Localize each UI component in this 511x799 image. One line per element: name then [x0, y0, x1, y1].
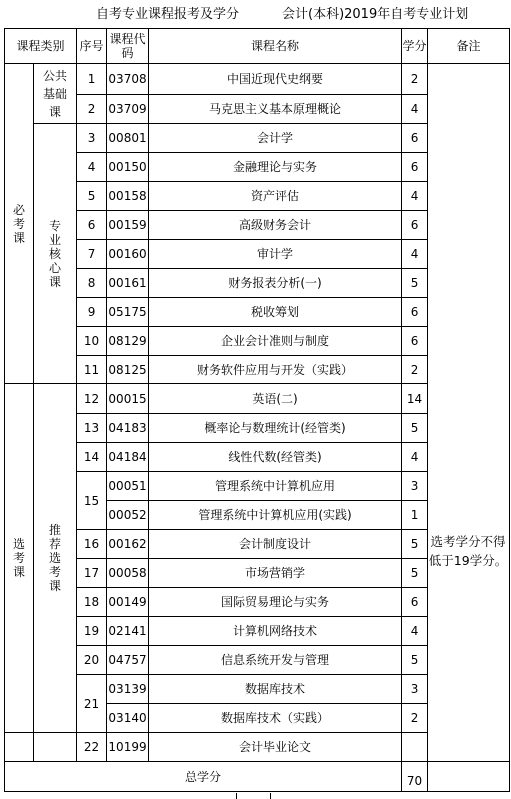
scan-mark	[270, 793, 271, 799]
credit-cell: 4	[402, 617, 428, 646]
empty-category-cell	[5, 733, 34, 762]
credit-cell: 5	[402, 269, 428, 298]
seq-cell: 1	[77, 64, 107, 95]
seq-cell: 6	[77, 211, 107, 240]
seq-cell: 8	[77, 269, 107, 298]
credit-cell: 4	[402, 443, 428, 472]
group-public-basic: 公共基础课	[34, 64, 77, 124]
code-cell: 03708	[107, 64, 149, 95]
document-title	[0, 4, 511, 26]
code-cell: 00149	[107, 588, 149, 617]
name-cell: 线性代数(经管类)	[149, 443, 402, 472]
code-cell: 08125	[107, 356, 149, 384]
seq-cell: 2	[77, 95, 107, 124]
credit-cell: 6	[402, 298, 428, 327]
group-recommended: 推荐选考课	[34, 384, 77, 733]
seq-cell: 9	[77, 298, 107, 327]
code-cell: 00052	[107, 501, 149, 530]
name-cell: 会计学	[149, 124, 402, 153]
header-code: 课程代码	[107, 29, 149, 64]
name-cell: 信息系统开发与管理	[149, 646, 402, 675]
name-cell: 会计毕业论文	[149, 733, 402, 762]
name-cell: 数据库技术（实践）	[149, 704, 402, 733]
name-cell: 财务报表分析(一)	[149, 269, 402, 298]
credit-cell: 6	[402, 588, 428, 617]
name-cell: 市场营销学	[149, 559, 402, 588]
elective-note: 选考学分不得低于19学分。	[428, 534, 508, 568]
group-required: 必考课	[5, 64, 34, 384]
total-label: 总学分	[5, 762, 402, 792]
name-cell: 计算机网络技术	[149, 617, 402, 646]
name-cell: 税收筹划	[149, 298, 402, 327]
seq-cell: 22	[77, 733, 107, 762]
name-cell: 高级财务会计	[149, 211, 402, 240]
name-cell: 企业会计准则与制度	[149, 327, 402, 356]
seq-cell: 15	[77, 472, 107, 530]
credit-cell: 2	[402, 64, 428, 95]
credit-cell: 6	[402, 327, 428, 356]
code-cell: 00159	[107, 211, 149, 240]
seq-cell: 3	[77, 124, 107, 153]
seq-cell: 4	[77, 153, 107, 182]
credit-cell: 3	[402, 675, 428, 704]
seq-cell: 16	[77, 530, 107, 559]
name-cell: 英语(二)	[149, 384, 402, 414]
seq-cell: 7	[77, 240, 107, 269]
group-core: 专业核心课	[34, 124, 77, 384]
header-note: 备注	[428, 29, 510, 64]
name-cell: 中国近现代史纲要	[149, 64, 402, 95]
seq-cell: 19	[77, 617, 107, 646]
name-cell: 数据库技术	[149, 675, 402, 704]
seq-cell: 17	[77, 559, 107, 588]
credit-cell: 4	[402, 240, 428, 269]
code-cell: 00051	[107, 472, 149, 501]
total-note-cell	[428, 762, 510, 792]
code-cell: 04183	[107, 414, 149, 443]
seq-cell: 11	[77, 356, 107, 384]
credit-cell: 5	[402, 559, 428, 588]
credit-cell: 5	[402, 646, 428, 675]
name-cell: 会计制度设计	[149, 530, 402, 559]
credit-cell: 4	[402, 182, 428, 211]
credit-cell: 6	[402, 124, 428, 153]
seq-cell: 12	[77, 384, 107, 414]
code-cell: 00058	[107, 559, 149, 588]
seq-cell: 14	[77, 443, 107, 472]
name-cell: 金融理论与实务	[149, 153, 402, 182]
code-cell: 00162	[107, 530, 149, 559]
name-cell: 管理系统中计算机应用	[149, 472, 402, 501]
credit-cell: 4	[402, 95, 428, 124]
code-cell: 04757	[107, 646, 149, 675]
name-cell: 概率论与数理统计(经管类)	[149, 414, 402, 443]
code-cell: 00801	[107, 124, 149, 153]
credit-cell: 2	[402, 704, 428, 733]
header-credit: 学分	[402, 29, 428, 64]
course-plan-table	[4, 28, 510, 792]
name-cell: 马克思主义基本原理概论	[149, 95, 402, 124]
code-cell: 02141	[107, 617, 149, 646]
header-name: 课程名称	[149, 29, 402, 64]
title-right: 会计(本科)2019年自考专业计划	[282, 7, 469, 22]
credit-cell: 14	[402, 384, 428, 414]
code-cell: 08129	[107, 327, 149, 356]
empty-category-cell	[34, 733, 77, 762]
credit-cell: 6	[402, 153, 428, 182]
seq-cell: 21	[77, 675, 107, 733]
table-header-row	[5, 29, 510, 64]
code-cell: 10199	[107, 733, 149, 762]
group-elective: 选考课	[5, 384, 34, 733]
code-cell: 00161	[107, 269, 149, 298]
name-cell: 管理系统中计算机应用(实践)	[149, 501, 402, 530]
seq-cell: 20	[77, 646, 107, 675]
total-row	[5, 762, 510, 792]
code-cell: 00158	[107, 182, 149, 211]
code-cell: 00160	[107, 240, 149, 269]
code-cell: 03140	[107, 704, 149, 733]
seq-cell: 10	[77, 327, 107, 356]
name-cell: 资产评估	[149, 182, 402, 211]
code-cell: 03139	[107, 675, 149, 704]
seq-cell: 5	[77, 182, 107, 211]
credit-cell: 5	[402, 414, 428, 443]
name-cell: 审计学	[149, 240, 402, 269]
credit-cell: 3	[402, 472, 428, 501]
code-cell: 04184	[107, 443, 149, 472]
credit-cell: 6	[402, 211, 428, 240]
credit-cell	[402, 733, 428, 762]
scan-mark	[236, 793, 237, 799]
code-cell: 00015	[107, 384, 149, 414]
name-cell: 国际贸易理论与实务	[149, 588, 402, 617]
header-seq: 序号	[77, 29, 107, 64]
header-category: 课程类别	[5, 29, 77, 64]
credit-cell: 1	[402, 501, 428, 530]
code-cell: 03709	[107, 95, 149, 124]
seq-cell: 18	[77, 588, 107, 617]
title-left: 自考专业课程报考及学分	[96, 7, 240, 22]
total-value: 70	[402, 762, 428, 792]
credit-cell: 5	[402, 530, 428, 559]
seq-cell: 13	[77, 414, 107, 443]
note-column-top	[428, 64, 510, 762]
code-cell: 00150	[107, 153, 149, 182]
credit-cell: 2	[402, 356, 428, 384]
code-cell: 05175	[107, 298, 149, 327]
table-row	[5, 64, 510, 95]
name-cell: 财务软件应用与开发（实践）	[149, 356, 402, 384]
